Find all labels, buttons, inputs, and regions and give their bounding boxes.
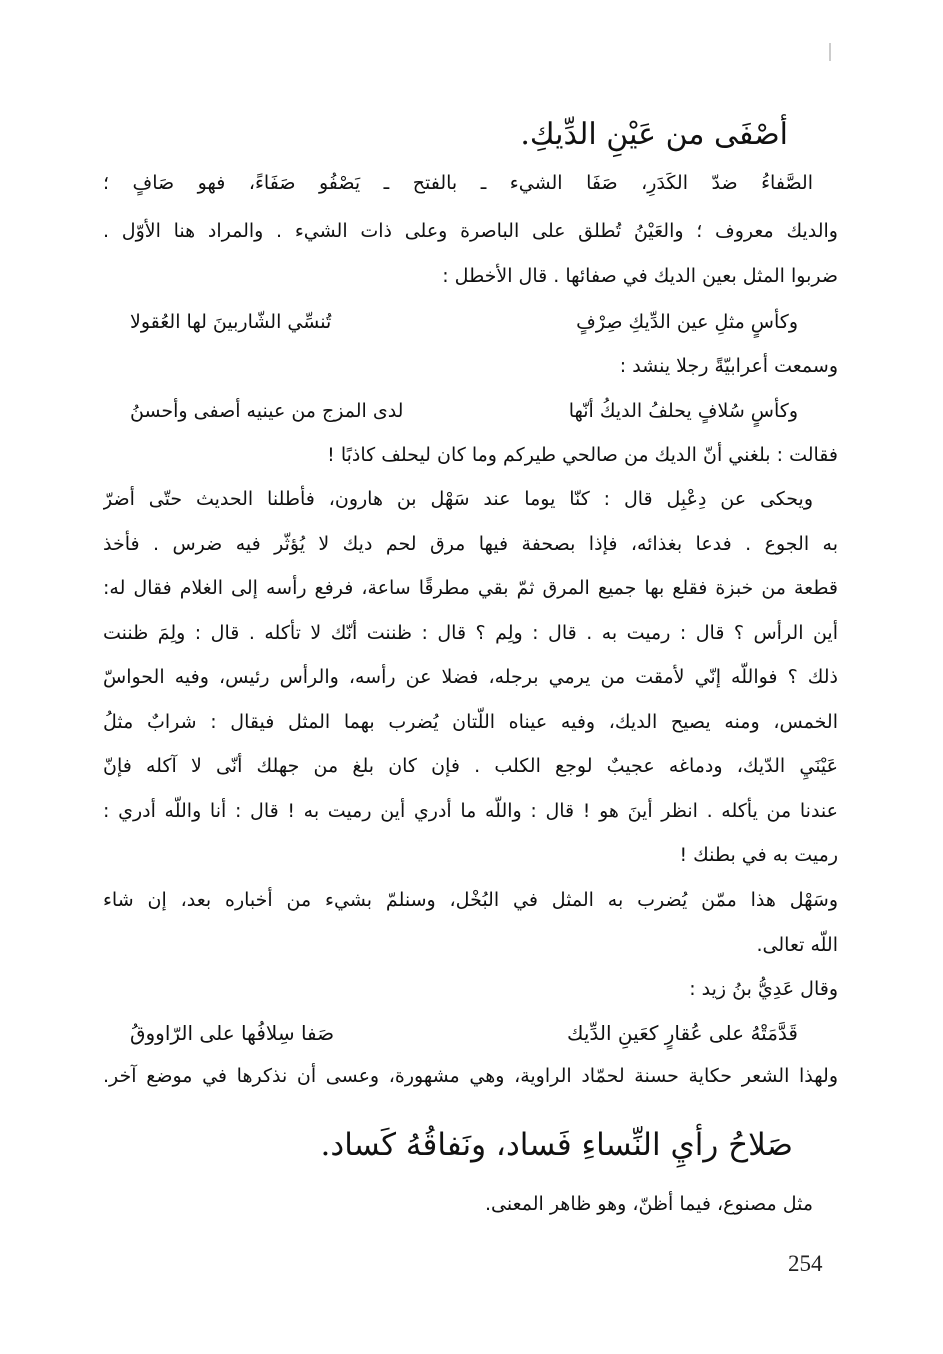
text-line: به الجوع . فدعا بغذائه، فإذا بصحفة فيها مرق لحم ديك لا يُؤثّر فيه ضرس . فأخذ xyxy=(103,533,838,555)
proverb-heading: أصْفَى من عَيْنِ الدِّيكِ. xyxy=(520,117,788,152)
verse-hemistich: لدى المزج من عينيه أصفى وأحسنُ xyxy=(130,400,404,422)
text-line: قطعة من خبزة فقلع بها جميع المرق ثمّ بقي مطرقًا ساعة، فرفع رأسه إلى الغلام فقال له: xyxy=(103,577,838,599)
text-line: ولهذا الشعر حكاية حسنة لحمّاد الراوية، وهي مشهورة، وعسى أن نذكرها في موضع آخر. xyxy=(103,1065,838,1087)
text-line: والديك معروف ؛ والعَيْنُ تُطلق على الباصرة وعلى ذات الشيء . والمراد هنا الأوّل . xyxy=(103,220,838,242)
verse-hemistich: قَدَّمَتْهُ على عُقارٍ كعَينِ الدِّيك xyxy=(567,1021,798,1045)
text-line: وقال عَدِيُّ بنُ زيد : xyxy=(689,978,838,1000)
text-line: اللّه تعالى. xyxy=(756,934,838,956)
text-line: وسَهْل هذا ممّن يُضرب به المثل في البُخْل، وسنلمّ بشيء من أخباره بعد، إن شاء xyxy=(103,889,838,911)
proverb-heading: صَلاحُ رأيِ النِّساءِ فَساد، ونَفاقُهُ كَساد. xyxy=(320,1127,793,1163)
verse-hemistich: وكأسٍ مثلِ عين الدِّيكِ صِرْفٍ xyxy=(576,311,798,333)
verse-hemistich: صَفا سِلافُها على الرّاووقُ xyxy=(130,1021,335,1045)
text-line: فقالت : بلغني أنّ الديك من صالحي طيركم وما كان ليحلف كاذبًا ! xyxy=(327,444,838,466)
text-line: ويحكى عن دِعْبِل قال : كنّا يوما عند سَهْل بن هارون، فأطلنا الحديث حتّى أضرّ xyxy=(103,488,813,510)
text-line: الخمس، ومنه يصيح الديك، وفيه عيناه اللّتان يُضرب بهما المثل فيقال : شرابٌ مثلُ xyxy=(103,711,838,733)
text-line: ضربوا المثل بعين الديك في صفائها . قال الأخطل : xyxy=(442,265,838,287)
text-line: وسمعت أعرابيّةً رجلا ينشد : xyxy=(619,355,838,377)
text-line: ذلك ؟ فواللّه إنّي لأمقت من يرمي برجله، فضلا عن رأسه، والرأس رئيس، وفيه الحواسّ xyxy=(103,666,838,688)
scan-mark xyxy=(829,43,831,61)
text-line: الصَّفاءُ ضدّ الكَدَرِ، صَفَا الشيء ـ بالفتح ـ يَصْفُو صَفَاءً، فهو صَافٍ ؛ xyxy=(103,172,813,194)
text-line: رميت به في بطنك ! xyxy=(679,844,838,866)
verse-hemistich: وكأسٍ سُلافٍ يحلفُ الديكُ أنّها xyxy=(568,400,798,422)
text-line: عندنا من يأكله . انظر أينَ هو ! قال : واللّه ما أدري أين رميت به ! قال : أنا واللّه أدري : xyxy=(103,800,838,822)
page-number: 254 xyxy=(788,1251,823,1276)
text-line: مثل مصنوع، فيما أظنّ، وهو ظاهر المعنى. xyxy=(484,1193,813,1215)
text-line: أين الرأس ؟ قال : رميت به . قال : ولِم ؟ قال : ظننت أنّك لا تأكله . قال : ولِمَ ظننت xyxy=(103,622,838,644)
verse-hemistich: تُنسِّي الشّاربينَ لها العُقولا xyxy=(130,311,332,333)
text-line: عَيْنَيِ الدّيك، ودماغه عجيبٌ لوجع الكلب . فإن كان بلغ من جهلك أنّى لا آكله فإنّ xyxy=(103,755,838,777)
